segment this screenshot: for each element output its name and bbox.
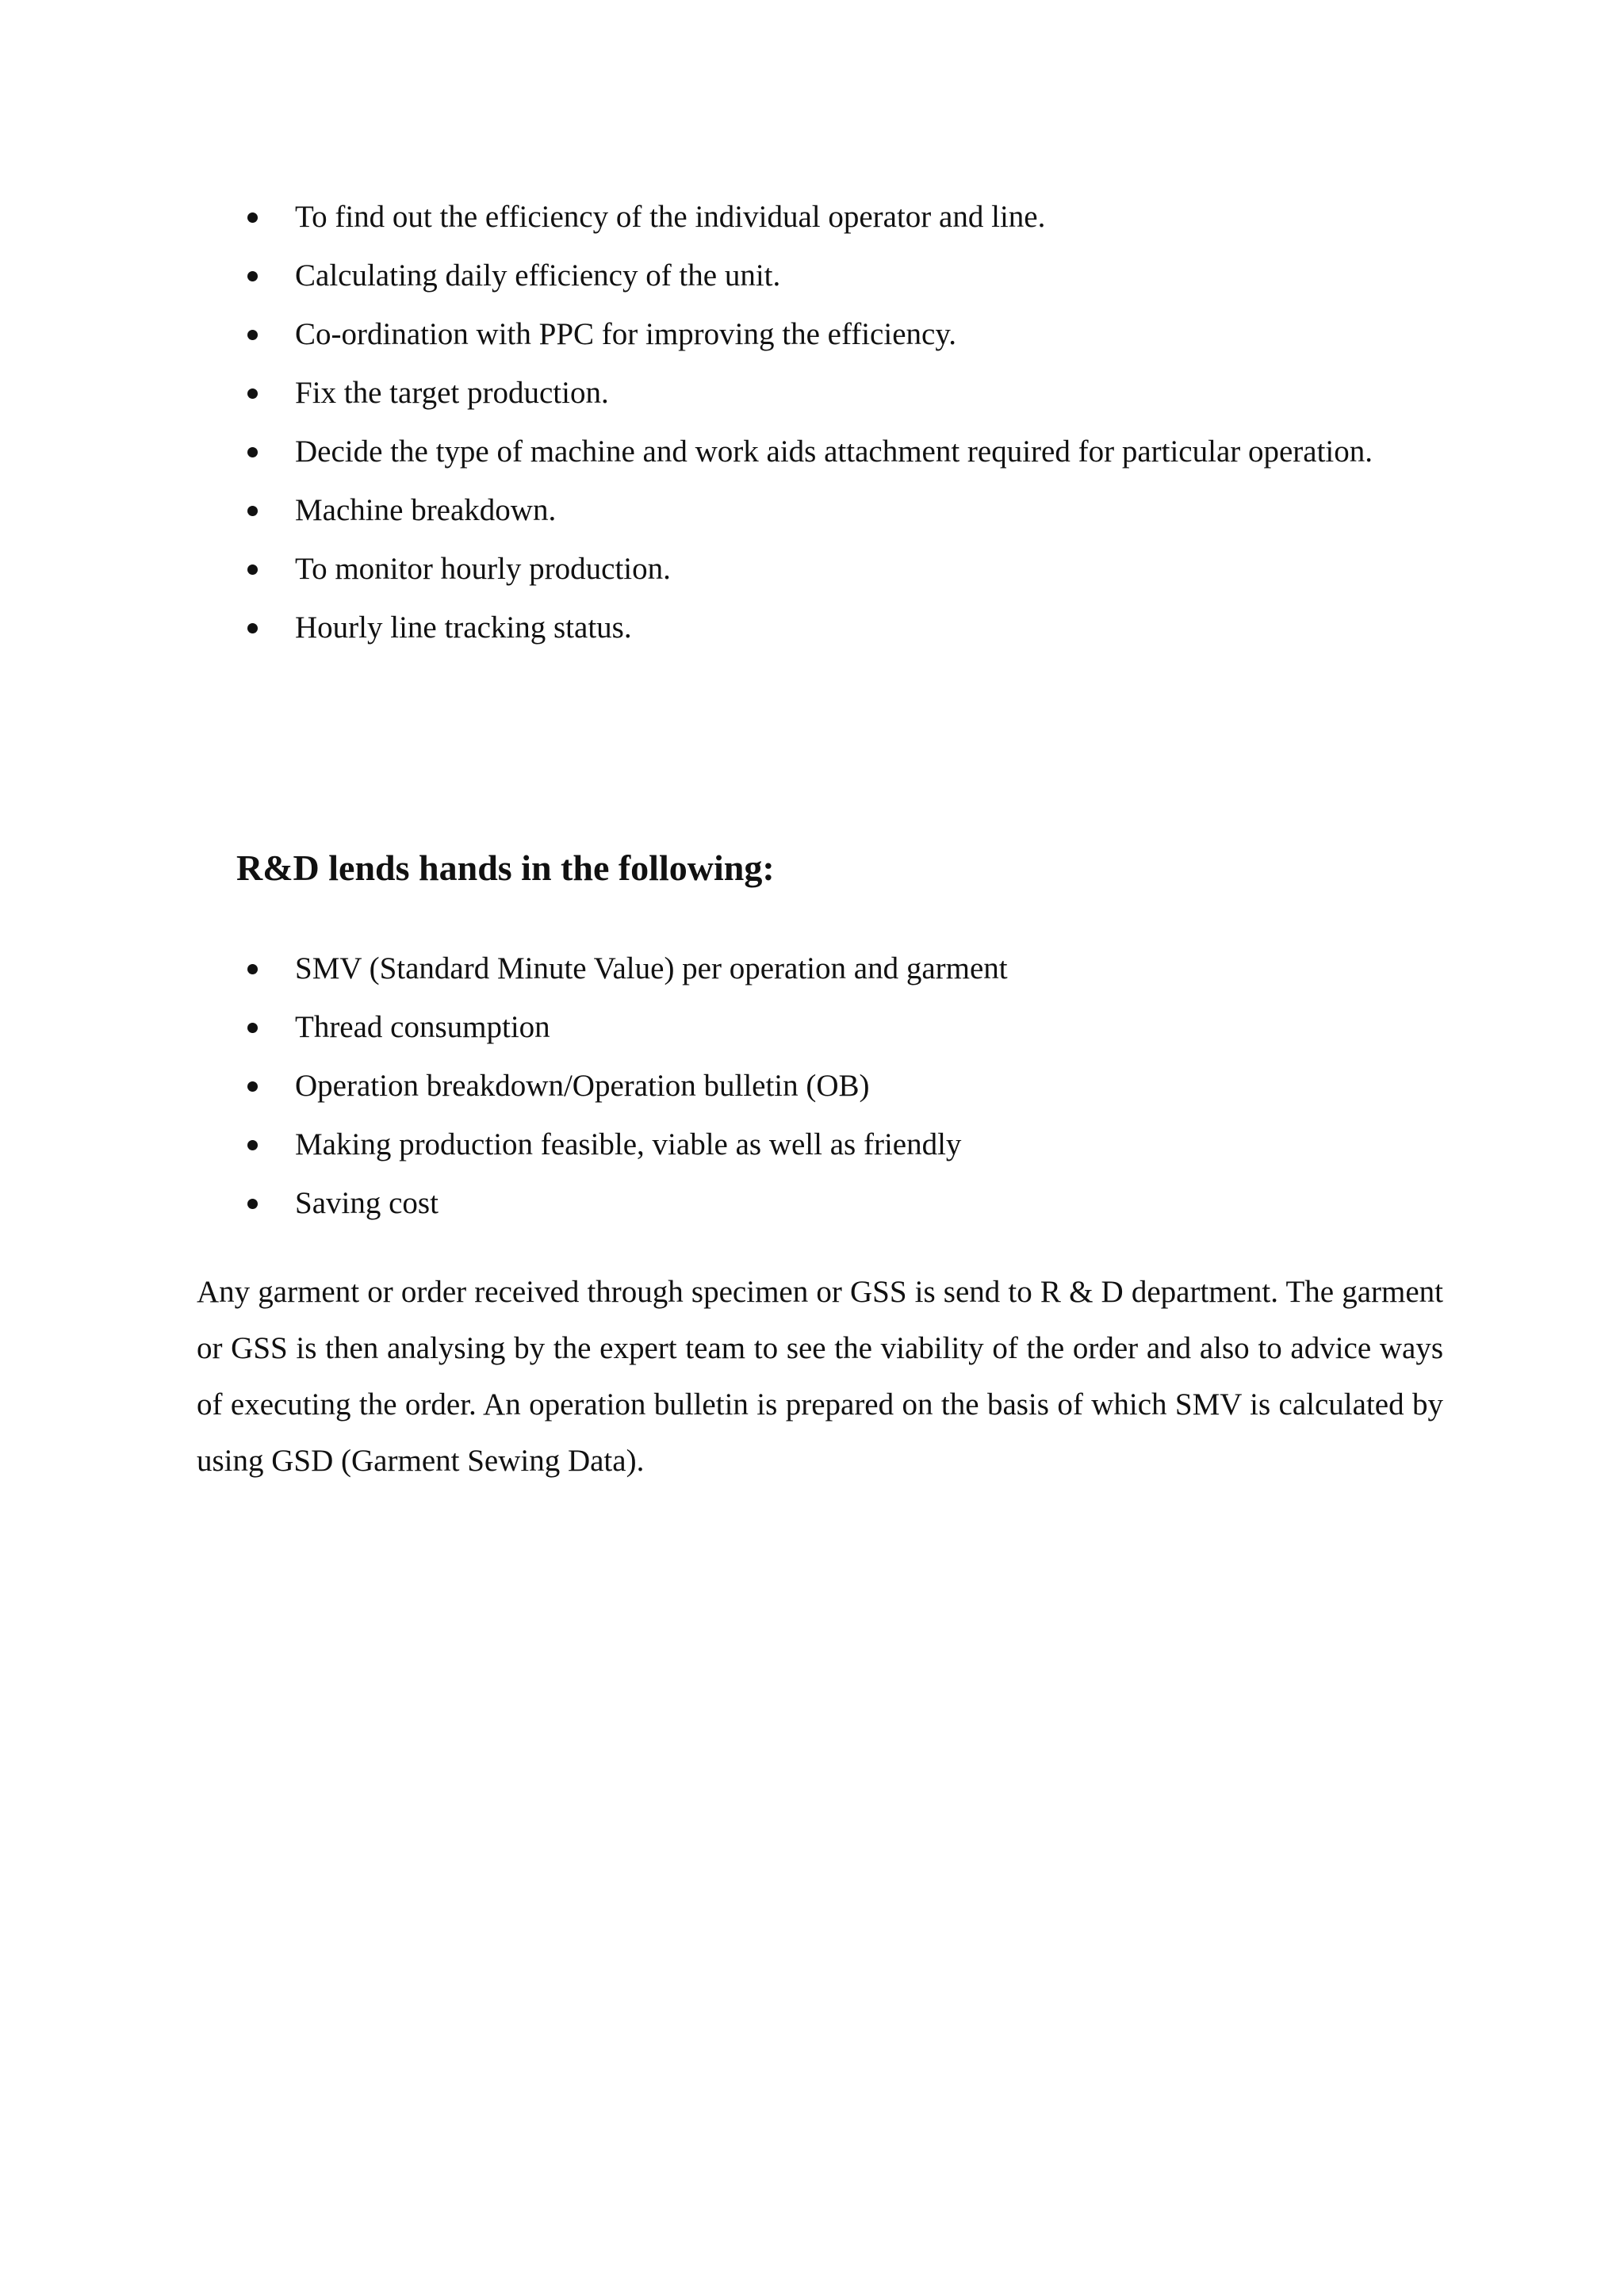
list-item: Saving cost (238, 1174, 1443, 1233)
section-heading: R&D lends hands in the following: (236, 848, 775, 888)
list-item: SMV (Standard Minute Value) per operation and garment (238, 939, 1443, 998)
list-item: Co-ordination with PPC for improving the efficiency. (238, 305, 1443, 364)
list-item: To monitor hourly production. (238, 540, 1443, 599)
list-item: Making production feasible, viable as well as friendly (238, 1115, 1443, 1174)
list-item: Operation breakdown/Operation bulletin (OB) (238, 1057, 1443, 1115)
list-item: Hourly line tracking status. (238, 599, 1443, 657)
list-item: To find out the efficiency of the individual operator and line. (238, 188, 1443, 247)
rd-list (238, 939, 1443, 1233)
body-paragraph: Any garment or order received through specimen or GSS is send to R & D department. The garment or GSS is then analysing by the expert team to see the viability of the order and also to advice ways of executing the order. An operation bulletin is prepared on the basis of which SMV is calculated by using GSD (Garment Sewing Data). (197, 1275, 1443, 1478)
list-item: Machine breakdown. (238, 481, 1443, 540)
list-item: Thread consumption (238, 998, 1443, 1057)
list-item: Calculating daily efficiency of the unit. (238, 247, 1443, 305)
responsibilities-list (238, 188, 1443, 657)
list-item: Fix the target production. (238, 364, 1443, 423)
list-item: Decide the type of machine and work aids attachment required for particular operation. (238, 423, 1443, 481)
